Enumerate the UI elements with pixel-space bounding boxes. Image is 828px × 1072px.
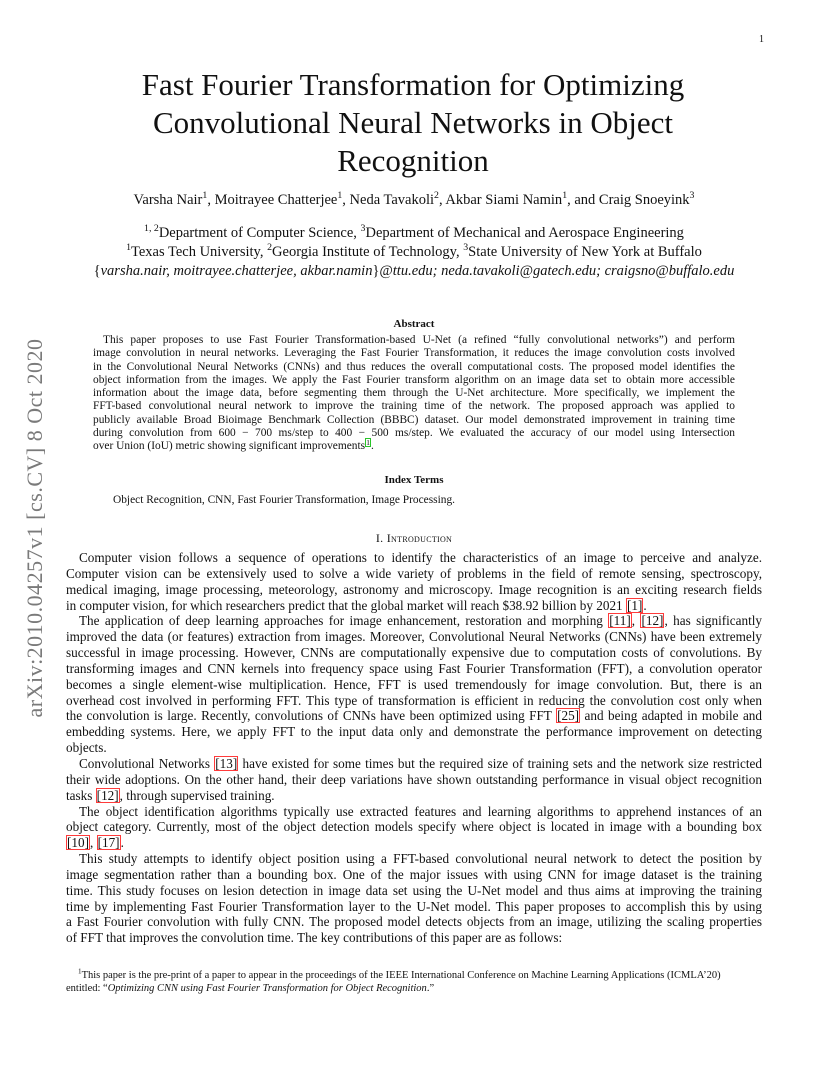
abstract-line-text: over Union (IoU) metric showing significant improvements [93,440,366,453]
body-line: their wide adoptions. On the other hand, their deep variations have shown outstanding performance in visual object recognition [66,771,762,787]
author-separator: , [207,192,215,208]
citation-link[interactable]: [12] [641,613,664,629]
body-line: The object identification algorithms typically use extracted features and learning algorithms to apprehend instances of an [79,803,762,819]
email-list: varsha.nair, moitrayee.chatterjee, akbar.namin [100,263,373,279]
body-text-span: Convolutional Networks [79,755,215,771]
body-line [66,613,762,629]
affiliation-mark: 2 [267,242,273,254]
body-line [66,835,762,851]
paper-title [90,66,736,180]
abstract-body [93,334,735,454]
body-line: time. This study focuses on lesion detection in image data set using the U-Net model and thus aims at improving the training [66,882,762,898]
section-number: I. [375,531,384,545]
abstract-line: object information from the images. We apply the Fast Fourier transform algorithm on an image data set to obtain more accessible [93,373,735,386]
author-name: Craig Snoeyink [598,192,690,208]
footnote-line-1 [66,969,762,982]
abstract-line: This paper proposes to use Fast Fourier Transformation-based U-Net (a refined “fully convolutional networks”) and perform [103,334,735,346]
index-terms-text: Object Recognition, CNN, Fast Fourier Transformation, Image Processing. [113,494,455,506]
email-list: @ttu.edu; neda.tavakoli@gatech.edu; craigsno@buffalo.edu [379,263,735,279]
footnote-link[interactable]: 1 [366,437,370,447]
affiliation-line-departments [64,224,764,243]
abstract-line: publicly available Broad Bioimage Benchmark Collection (BBBC) dataset. Our model demonstrated improvement in training time [93,413,735,426]
author-separator: , [438,192,446,208]
body-line [66,598,762,614]
body-line: becomes a single element-wise multiplication. Hence, FFT is used tremendously for image convolution. But, there is an [66,676,762,692]
body-line: of FFT that improves the convolution time. The key contributions of this paper are as follows: [66,930,563,946]
footnote-text: This paper is the pre-print of a paper to appear in the proceedings of the IEEE International Conference on Machine Learning Applications (ICMLA’20) [81,970,721,981]
author-list [64,192,764,209]
affiliation-text: Department of Computer Science, [158,225,361,241]
body-text-span: , [89,835,97,851]
abstract-line: FFT-based convolutional neural network to improve the training time of the network. The proposed approach was applied to [93,400,735,413]
citation-link[interactable]: [17] [97,835,120,851]
body-line: a Fast Fourier convolution with fully CNN. The proposed model detects objects from an image, utilizing the scaling properties [66,914,762,930]
affiliation-mark: 3 [360,223,366,235]
introduction-body [66,550,762,946]
body-text-span: , through supervised training. [119,787,275,803]
body-text-span: , [631,613,641,629]
body-line: medical imaging, image processing, meteorology, astronomy and microscopy. Image recognition is an exciting research fields [66,581,762,597]
body-line [66,756,762,772]
footnote-text: .” [426,983,435,994]
body-line: object category. Currently, most of the object detection models specify where object is located in image with a bounding box [66,819,762,835]
body-line: Computer vision can be extensively used to solve a wide variety of problems in the field of remote sensing, spectroscopy, [66,565,762,581]
affiliation-mark: 3 [463,242,469,254]
affiliation-text: Department of Mechanical and Aerospace Engineering [365,225,684,241]
section-title: Introduction [386,531,453,545]
citation-link[interactable]: [10] [67,835,89,851]
author-name: Moitrayee Chatterjee [214,192,338,208]
abstract-line: in the Convolutional Neural Networks (CNNs) and thus reduces the overall computational costs. The proposed model identifies the [93,360,735,373]
citation-link[interactable]: [13] [215,755,238,771]
title-line-1: Fast Fourier Transformation for Optimizing [141,67,685,102]
affiliation-text: Georgia Institute of Technology, [272,244,464,260]
footnote [66,969,762,995]
author-affiliation-mark: 1 [337,190,343,202]
citation-link[interactable]: [25] [557,708,580,724]
body-line [66,788,762,804]
section-heading-introduction [64,531,764,546]
author-separator: , and [567,192,599,208]
body-line: transforming images and CNN kernels into frequency space using Fast Fourier Transformation (FFT), a convolution operator [66,660,762,676]
body-line: time by implementing Fast Fourier Transformation layer to the U-Net model. This paper proposes to accomplish this by using [66,898,762,914]
email-brace: { [93,263,101,279]
abstract-heading: Abstract [393,318,435,330]
affiliation-line-universities [64,243,764,262]
page-number: 1 [759,34,764,45]
affiliations [64,224,764,281]
citation-link[interactable]: [11] [609,613,631,629]
body-line: improved the data (or features) extraction from images. Moreover, Convolutional Neural Networks (CNNs) have been extremely [66,629,762,645]
body-text-span: . [120,835,124,851]
affiliation-line-emails [64,262,764,281]
affiliation-mark: 1, 2 [144,223,159,235]
title-line-3: Recognition [337,143,489,178]
body-text-span: the convolution is large. Recently, convolutions of CNNs have been optimized using FFT [66,708,557,724]
author-affiliation-mark: 1 [202,190,208,202]
body-line: This study attempts to identify object position using a FFT-based convolutional neural network to detect the position by [79,851,762,867]
body-line: successful in image processing. However, CNNs are computationally expensive due to computation costs of convolutions. By [66,645,762,661]
affiliation-text: Texas Tech University, [131,244,268,260]
footnote-mark: 1 [78,967,82,976]
author-separator: , [342,192,350,208]
abstract-line: image convolution in neural networks. Leveraging the Fast Fourier Transformation, it reduces the image convolution costs involved [93,347,735,360]
author-name: Akbar Siami Namin [445,192,563,208]
abstract-end-punct: . [370,440,374,453]
body-line: image segmentation rather than a bounding box. One of the major issues with using CNN for image dataset is the training [66,866,762,882]
abstract-line: during convolution from 600 − 700 ms/step to 400 − 500 ms/step. We evaluated the accuracy of our model using Intersection [93,427,735,440]
body-text-span: tasks [66,787,96,803]
body-line: embedding systems. Here, we apply FFT to the input data only and demonstrate the performance improvement on detecting [66,724,762,740]
body-line: objects. [66,740,107,756]
email-brace: } [372,263,380,279]
footnote-paper-title: Optimizing CNN using Fast Fourier Transformation for Object Recognition [107,983,427,994]
author-name: Neda Tavakoli [349,192,435,208]
arxiv-identifier-stamp[interactable]: arXiv:2010.04257v1 [cs.CV] 8 Oct 2020 [22,338,47,718]
body-text-span: and being adapted in mobile and [580,708,762,724]
abstract-line: information about the image data, before segmenting them through the U-Net architecture. More specifically, we implement the [93,387,735,400]
body-line: Computer vision follows a sequence of operations to identify the characteristics of an image to perceive and analyze. [79,550,762,565]
footnote-line-2 [66,982,762,995]
title-line-2: Convolutional Neural Networks in Object [152,105,673,140]
body-text-span: in computer vision, for which researchers predict that the global market will reach $38.92 billion by 2021 [66,597,626,613]
citation-link[interactable]: [12] [96,787,119,803]
abstract-line-last [93,437,735,453]
body-line: overhead cost involved in performing FFT. This type of transformation is efficient in reducing the convolution cost only when [66,692,762,708]
body-text-span: have existed for some times but the required size of training sets and the network size restricted [238,755,762,771]
body-line [66,708,762,724]
affiliation-mark: 1 [126,242,132,254]
author-affiliation-mark: 3 [689,190,695,202]
author-affiliation-mark: 2 [434,190,439,202]
footnote-text: entitled: “ [66,983,108,994]
author-affiliation-mark: 1 [562,190,568,202]
affiliation-text: State University of New York at Buffalo [468,244,702,260]
body-text-span: The application of deep learning approaches for image enhancement, restoration and morphing [79,613,609,629]
body-text-span: , has significantly [664,613,763,629]
citation-link[interactable]: [1] [626,597,643,613]
author-name: Varsha Nair [133,192,203,208]
body-text-span: . [643,597,647,613]
index-terms-heading: Index Terms [384,474,444,486]
